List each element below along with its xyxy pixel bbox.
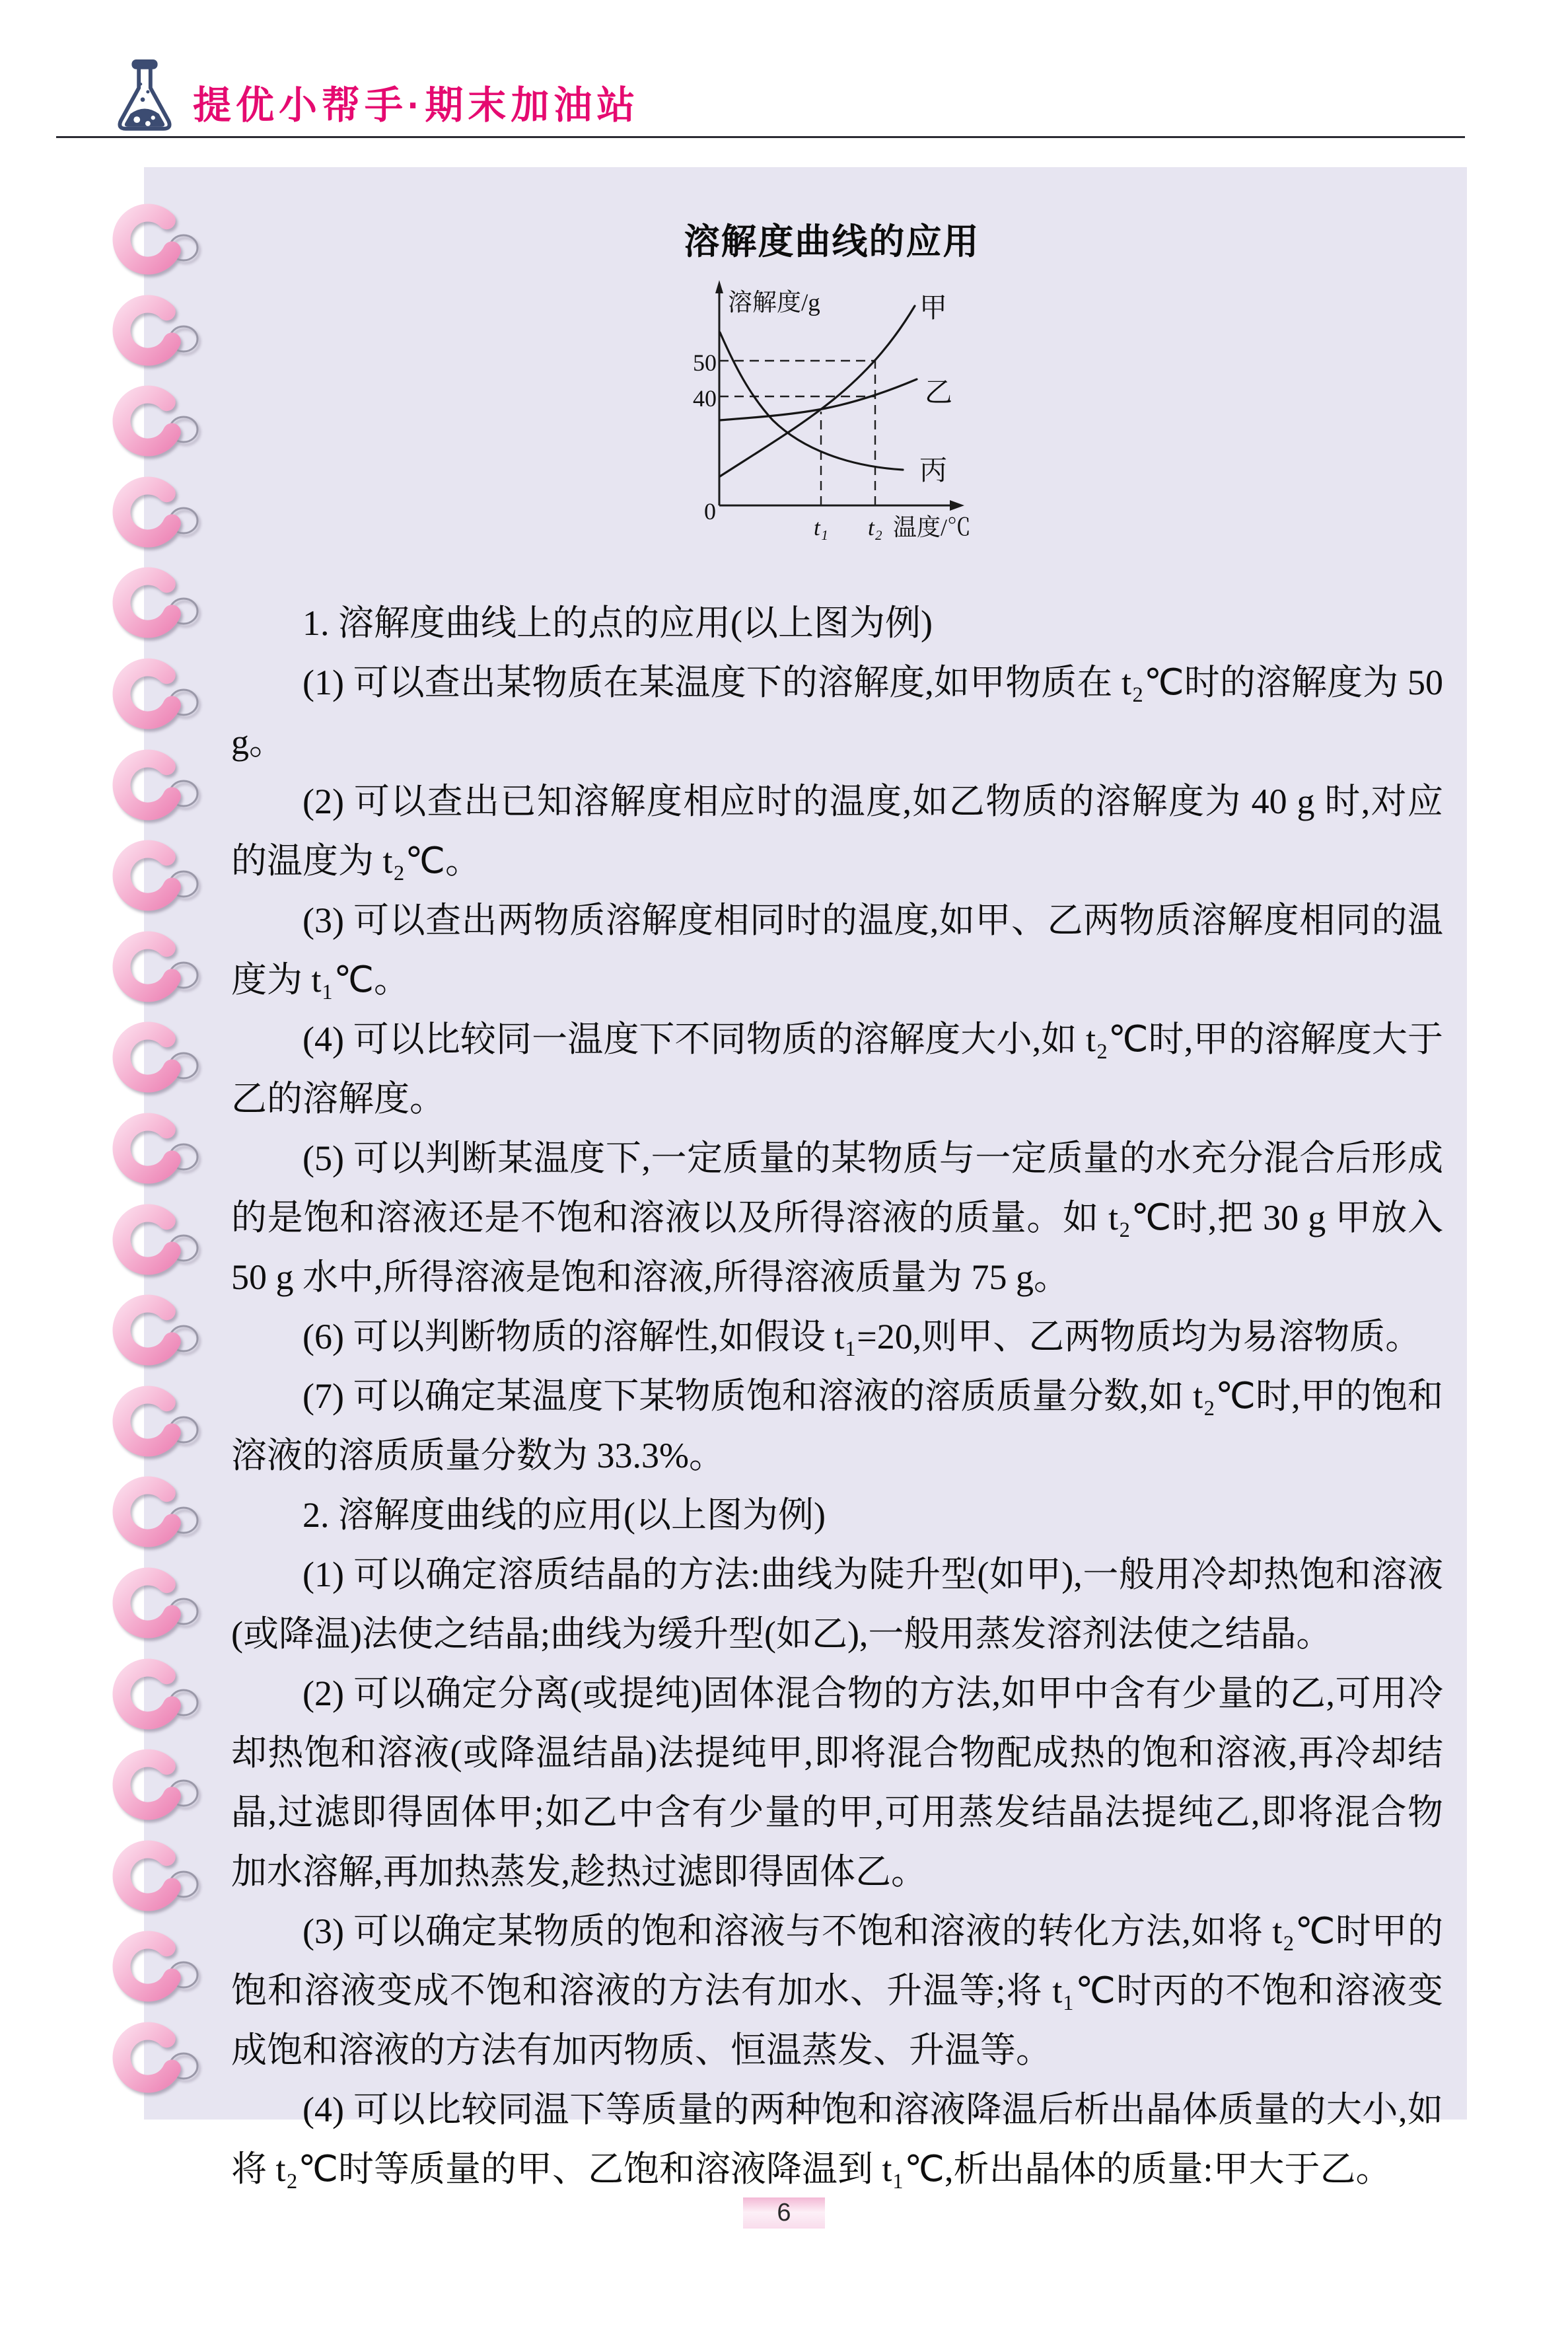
page-header <box>0 0 1568 139</box>
paragraph: (1) 可以查出某物质在某温度下的溶解度,如甲物质在 t₂℃时的溶解度为 50 g。 <box>231 663 1443 762</box>
paragraph: (4) 可以比较同一温度下不同物质的溶解度大小,如 t₂℃时,甲的溶解度大于乙的溶解度。 <box>231 1019 1443 1119</box>
paragraph: 2. 溶解度曲线的应用(以上图为例) <box>303 1495 826 1535</box>
paragraph: (7) 可以确定某温度下某物质饱和溶液的溶质质量分数,如 t₂℃时,甲的饱和溶液的溶质质量分数为 33.3%。 <box>231 1376 1443 1475</box>
origin-label: 0 <box>704 498 716 525</box>
y-tick-50: 50 <box>693 350 717 376</box>
section-title: 溶解度曲线的应用 <box>684 222 980 262</box>
x-axis-label: 温度/℃ <box>893 514 972 540</box>
header-rule <box>56 136 1465 138</box>
content-panel <box>144 167 1467 2189</box>
paragraph: (1) 可以确定溶质结晶的方法:曲线为陡升型(如甲),一般用冷却热饱和溶液(或降温)法使之结晶;曲线为缓升型(如乙),一般用蒸发溶剂法使之结晶。 <box>231 1555 1443 1654</box>
y-axis-label: 溶解度/g <box>728 289 820 316</box>
page-number: 6 <box>777 2199 791 2227</box>
paragraph: (3) 可以查出两物质溶解度相同时的温度,如甲、乙两物质溶解度相同的温度为 t₁℃。 <box>231 901 1443 1000</box>
x-tick-t2: t₂ <box>868 515 882 540</box>
page-number-badge <box>743 2197 825 2229</box>
solubility-chart <box>687 276 1011 567</box>
paragraph: (3) 可以确定某物质的饱和溶液与不饱和溶液的转化方法,如将 t₂℃时甲的饱和溶液变成不饱和溶液的方法有加水、升温等;将 t₁℃时丙的不饱和溶液变成饱和溶液的方法有加丙物质、恒温蒸发、升温等。 <box>231 1911 1443 2070</box>
curve-label-jia: 甲 <box>919 293 948 324</box>
paragraph: (4) 可以比较同温下等质量的两种饱和溶液降温后析出晶体质量的大小,如将 t₂℃时等质量的甲、乙饱和溶液降温到 t₁℃,析出晶体的质量:甲大于乙。 <box>231 2090 1443 2189</box>
curve-bing <box>720 332 903 470</box>
y-tick-40: 40 <box>693 385 717 412</box>
x-tick-t1: t₁ <box>814 515 828 540</box>
x-axis-arrow-icon <box>950 500 964 511</box>
paragraph: (2) 可以确定分离(或提纯)固体混合物的方法,如甲中含有少量的乙,可用冷却热饱和溶液(或降温结晶)法提纯甲,即将混合物配成热的饱和溶液,再冷却结晶,过滤即得固体甲;如乙中含有少量的甲,可用蒸发结晶法提纯乙,即将混合物加水溶解,再加热蒸发,趁热过滤即得固体乙。 <box>231 1674 1443 1892</box>
curve-label-bing: 丙 <box>919 456 948 486</box>
paragraph: 1. 溶解度曲线上的点的应用(以上图为例) <box>303 603 933 643</box>
flask-icon <box>112 59 177 135</box>
y-axis-arrow-icon <box>715 280 723 293</box>
curve-label-yi: 乙 <box>925 378 953 408</box>
paragraph: (6) 可以判断物质的溶解性,如假设 t₁=20,则甲、乙两物质均为易溶物质。 <box>303 1317 1421 1356</box>
brand-title: 提优小帮手·期末加油站 <box>193 84 640 127</box>
paragraph: (2) 可以查出已知溶解度相应时的温度,如乙物质的溶解度为 40 g 时,对应的温度为 t₂℃。 <box>231 782 1443 881</box>
curve-yi <box>720 379 917 420</box>
body-text <box>231 593 1443 2199</box>
paragraph: (5) 可以判断某温度下,一定质量的某物质与一定质量的水充分混合后形成的是饱和溶液还是不饱和溶液以及所得溶液的质量。如 t₂℃时,把 30 g 甲放入 50 g 水中,所得溶液是饱和溶液,所得溶液质量为 75 g。 <box>231 1138 1443 1297</box>
